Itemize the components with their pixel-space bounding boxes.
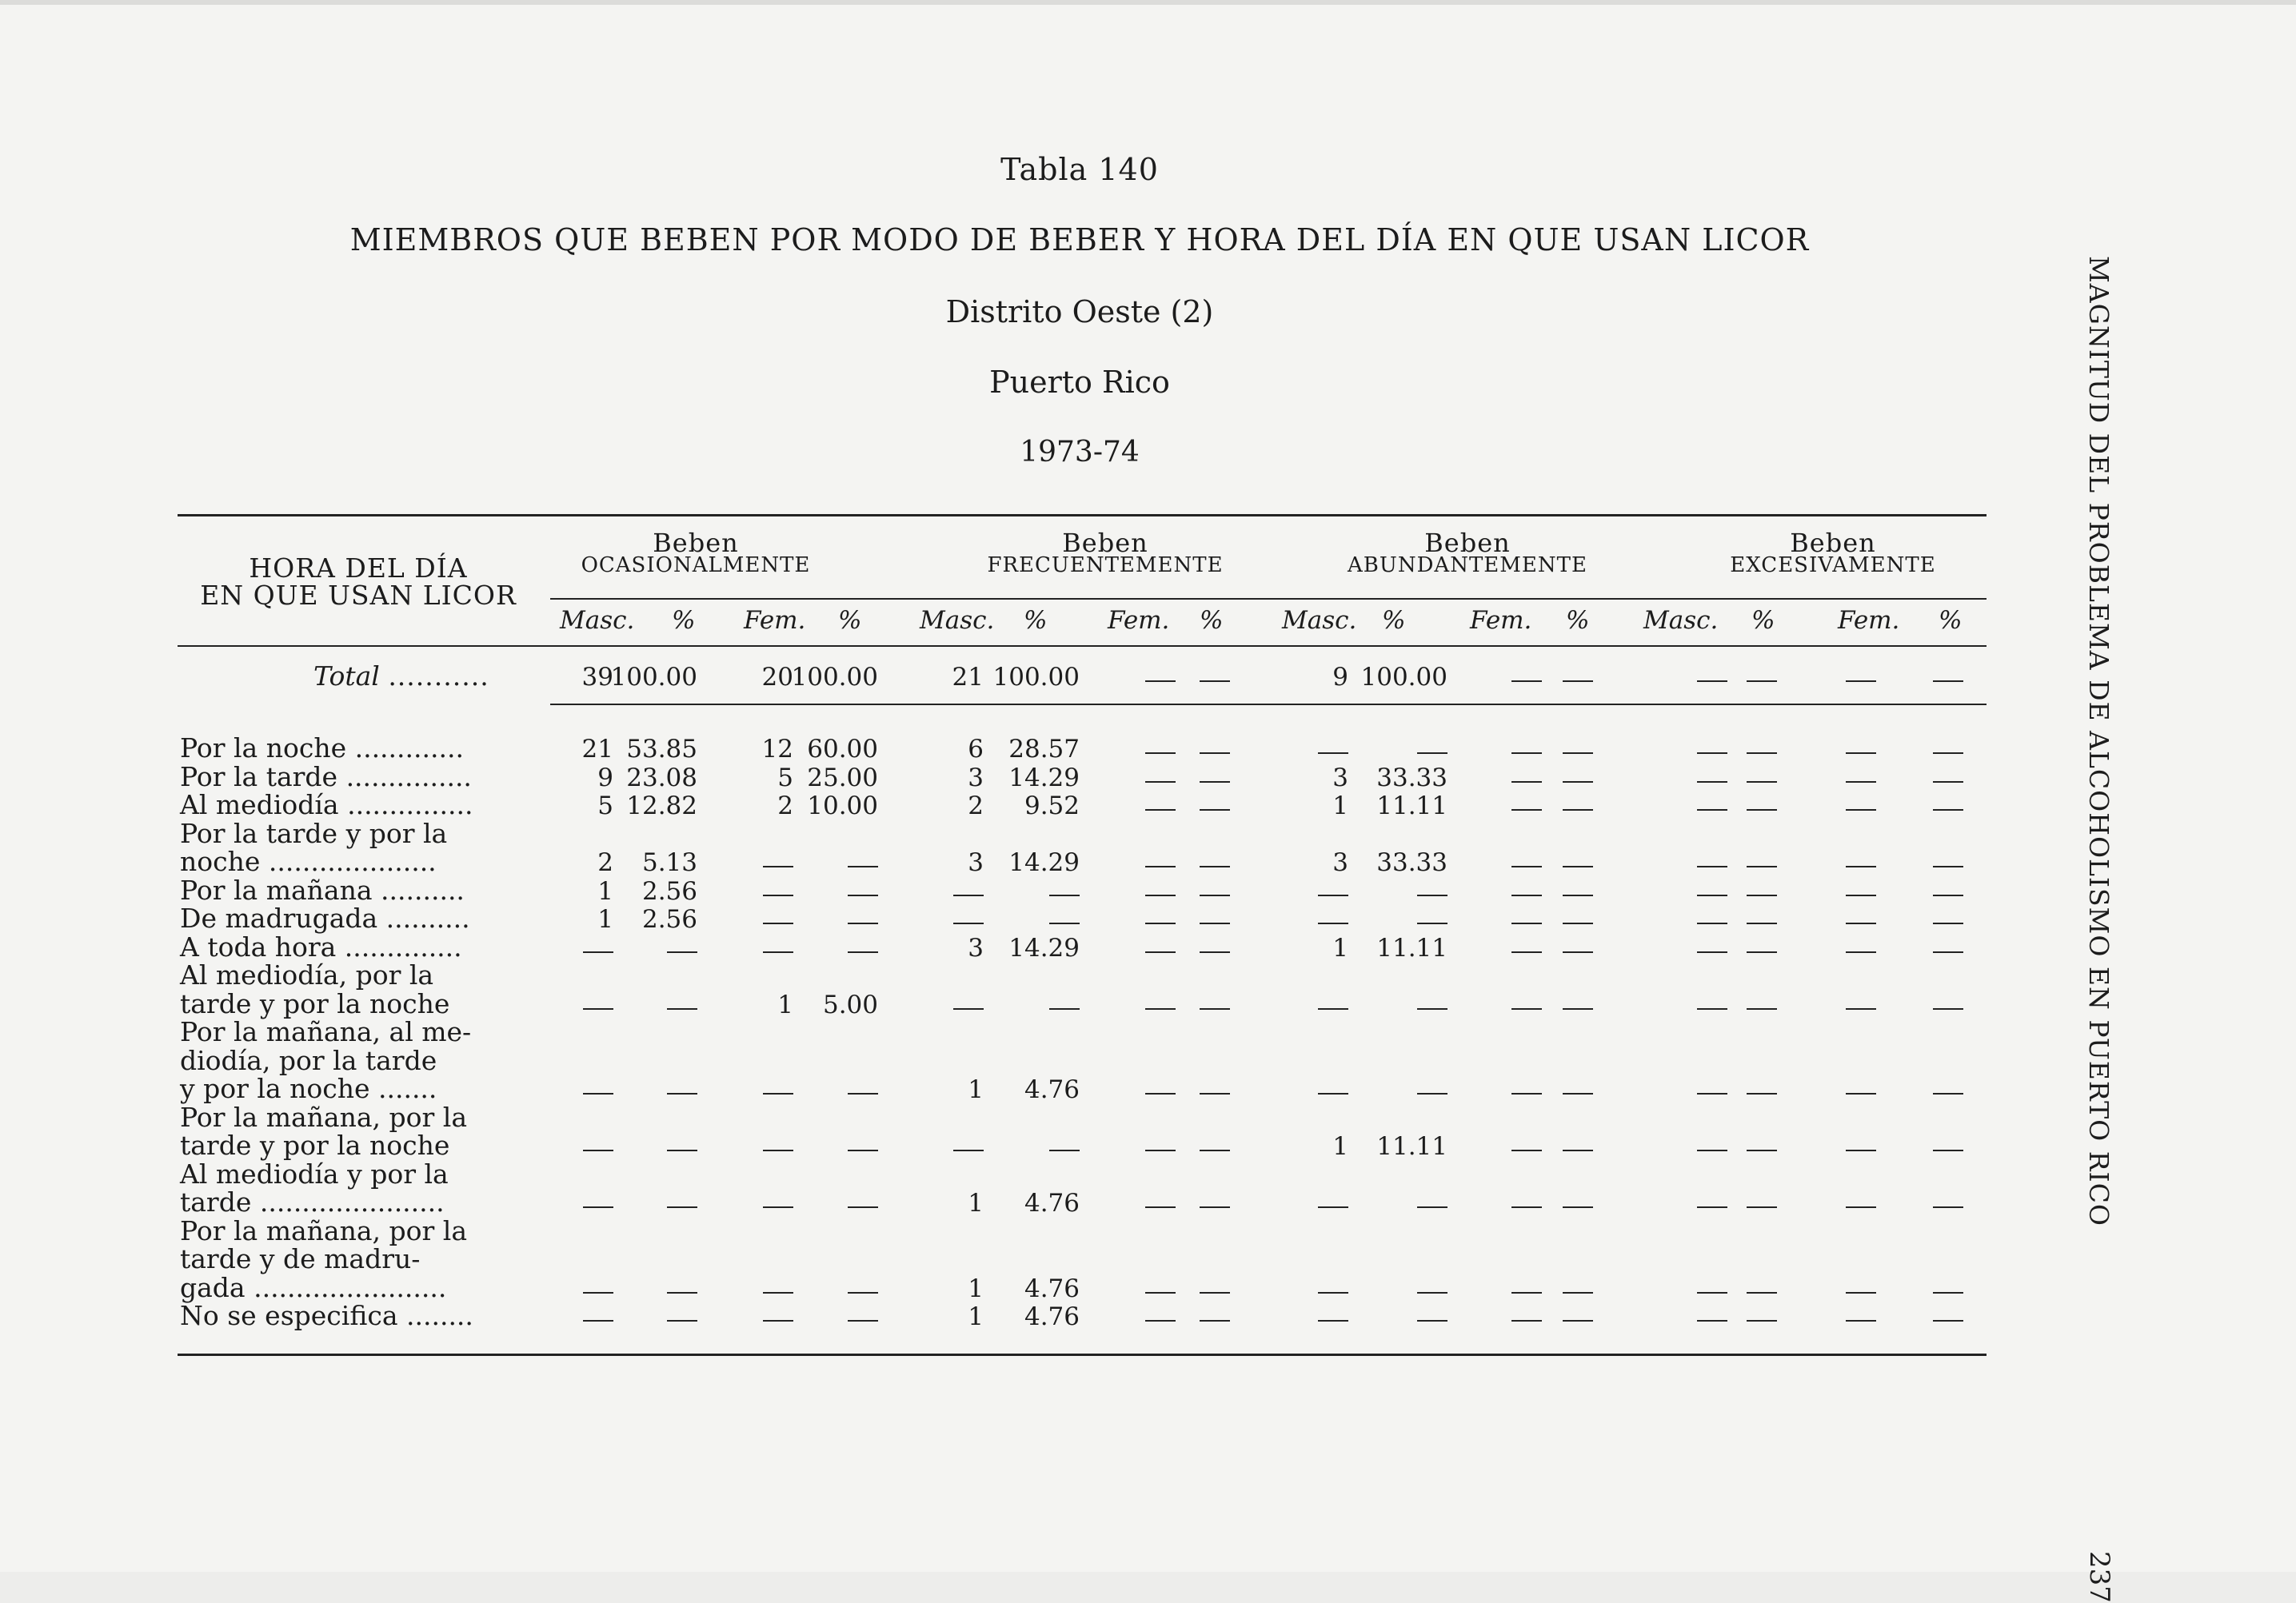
page-number: 237	[2083, 1551, 2115, 1603]
row-3-value-1: 5	[597, 792, 613, 820]
row-8-dash-12	[1563, 1008, 1593, 1010]
row-1-dash-7	[1145, 752, 1176, 754]
row-8-dash-5	[953, 1008, 984, 1010]
row-5-dash-12	[1563, 895, 1593, 896]
row-7-value-10: 11.11	[1376, 933, 1447, 963]
row-2-value-5: 3	[968, 763, 984, 792]
subheader-9: Masc.	[1282, 606, 1357, 635]
row-3-dash-7	[1145, 809, 1176, 811]
row-12-dash-12	[1563, 1292, 1593, 1294]
row-2-value-10: 33.33	[1376, 763, 1447, 792]
row-header	[178, 552, 539, 611]
total-row-value-10: 100.00	[1360, 663, 1447, 692]
row-10-dash-1	[583, 1150, 613, 1151]
row-11-dash-14	[1747, 1206, 1777, 1208]
row-13-dash-12	[1563, 1320, 1593, 1322]
row-11-dash-12	[1563, 1206, 1593, 1208]
row-6-dash-15	[1846, 923, 1876, 924]
row-4-value-6: 14.29	[1008, 848, 1080, 877]
row-7-dash-3	[763, 951, 793, 953]
row-3-value-5: 2	[968, 792, 984, 820]
row-5-label-line-1: Por la mañana ..........	[180, 874, 465, 906]
table-title: MIEMBROS QUE BEBEN POR MODO DE BEBER Y HORA DEL DÍA EN QUE USAN LICOR	[349, 222, 1810, 257]
row-6-dash-5	[953, 923, 984, 924]
row-2-dash-12	[1563, 781, 1593, 783]
group-header-3	[1292, 528, 1643, 577]
row-6-label-line-1: De madrugada ..........	[180, 903, 470, 934]
row-7-value-5: 3	[968, 933, 984, 963]
row-12-dash-13	[1697, 1292, 1727, 1294]
row-6-dash-14	[1747, 923, 1777, 924]
group-header-1	[520, 528, 872, 577]
row-12-dash-15	[1846, 1292, 1876, 1294]
row-8-dash-6	[1049, 1008, 1080, 1010]
row-1-value-5: 6	[968, 735, 984, 764]
row-12-dash-11	[1511, 1292, 1542, 1294]
row-2-label-line-1: Por la tarde ...............	[180, 760, 472, 792]
row-12-value-5: 1	[968, 1274, 984, 1303]
row-8-dash-7	[1145, 1008, 1176, 1010]
row-5-dash-11	[1511, 895, 1542, 896]
group-header-line2: ABUNDANTEMENTE	[1348, 553, 1587, 577]
row-10-dash-8	[1200, 1150, 1230, 1151]
rule-header-bottom	[178, 645, 1987, 647]
row-7-value-6: 14.29	[1008, 933, 1080, 963]
table-year: 1973-74	[1020, 436, 1140, 469]
row-1-dash-12	[1563, 752, 1593, 754]
row-6-value-1: 1	[597, 905, 613, 934]
total-row-value-3: 20	[761, 663, 793, 692]
row-9-dash-9	[1318, 1093, 1348, 1095]
row-2-dash-11	[1511, 781, 1542, 783]
subheader-1: Masc.	[560, 606, 635, 635]
row-7-dash-12	[1563, 951, 1593, 953]
row-7-dash-1	[583, 951, 613, 953]
subheader-14: %	[1751, 606, 1775, 635]
row-6-dash-7	[1145, 923, 1176, 924]
subheader-5: Masc.	[920, 606, 995, 635]
total-row-dash-8	[1200, 680, 1230, 682]
row-13-value-5: 1	[968, 1302, 984, 1331]
row-1-dash-14	[1747, 752, 1777, 754]
row-9-value-6: 4.76	[1024, 1075, 1080, 1104]
row-4-value-9: 3	[1332, 848, 1348, 877]
row-4-dash-12	[1563, 866, 1593, 867]
row-10-dash-5	[953, 1150, 984, 1151]
row-7-dash-7	[1145, 951, 1176, 953]
row-10-dash-16	[1933, 1150, 1963, 1151]
running-head-text: MAGNITUD DEL PROBLEMA DE ALCOHOLISMO EN PUERTO RICO	[2083, 256, 2114, 1226]
row-5-dash-14	[1747, 895, 1777, 896]
row-5-dash-5	[953, 895, 984, 896]
row-13-dash-8	[1200, 1320, 1230, 1322]
row-6-dash-12	[1563, 923, 1593, 924]
row-2-value-6: 14.29	[1008, 763, 1080, 792]
row-9-dash-16	[1933, 1093, 1963, 1095]
row-4-dash-13	[1697, 866, 1727, 867]
row-13-dash-9	[1318, 1320, 1348, 1322]
row-12-label-line-1: Por la mañana, por la	[180, 1214, 468, 1246]
row-4-value-10: 33.33	[1376, 848, 1447, 877]
total-label	[313, 660, 489, 692]
row-4-dash-14	[1747, 866, 1777, 867]
row-11-dash-1	[583, 1206, 613, 1208]
row-11-dash-3	[763, 1206, 793, 1208]
group-header-2	[929, 528, 1281, 577]
row-5-dash-13	[1697, 895, 1727, 896]
row-10-label-line-2: tarde y por la noche	[180, 1130, 450, 1161]
row-7-value-9: 1	[1332, 933, 1348, 963]
total-row-value-9: 9	[1332, 663, 1348, 692]
subheader-3: Fem.	[744, 606, 806, 635]
row-11-dash-15	[1846, 1206, 1876, 1208]
row-12-dash-1	[583, 1292, 613, 1294]
row-4-dash-3	[763, 866, 793, 867]
row-13-dash-2	[667, 1320, 697, 1322]
row-3-value-4: 10.00	[807, 792, 878, 820]
row-13-dash-11	[1511, 1320, 1542, 1322]
row-2-dash-8	[1200, 781, 1230, 783]
row-13-dash-15	[1846, 1320, 1876, 1322]
row-9-value-5: 1	[968, 1075, 984, 1104]
row-6-dash-4	[848, 923, 878, 924]
row-11-dash-13	[1697, 1206, 1727, 1208]
subheader-8: %	[1200, 606, 1224, 635]
group-header-line1: Beben	[653, 528, 739, 558]
total-row-value-5: 21	[952, 663, 984, 692]
row-13-dash-13	[1697, 1320, 1727, 1322]
row-11-dash-2	[667, 1206, 697, 1208]
row-6-dash-11	[1511, 923, 1542, 924]
row-4-dash-16	[1933, 866, 1963, 867]
row-3-dash-15	[1846, 809, 1876, 811]
row-1-value-4: 60.00	[807, 735, 878, 764]
row-13-dash-10	[1417, 1320, 1447, 1322]
row-13-dash-14	[1747, 1320, 1777, 1322]
row-1-value-2: 53.85	[626, 735, 697, 764]
table-region: Puerto Rico	[989, 365, 1170, 400]
row-3-value-2: 12.82	[626, 792, 697, 820]
row-7-dash-2	[667, 951, 697, 953]
group-header-line2: FRECUENTEMENTE	[987, 553, 1224, 577]
group-header-line1: Beben	[1062, 528, 1148, 558]
row-7-label-line-1: A toda hora ..............	[180, 931, 462, 963]
row-2-value-9: 3	[1332, 763, 1348, 792]
row-10-value-10: 11.11	[1376, 1132, 1447, 1161]
total-row-dash-14	[1747, 680, 1777, 682]
row-11-label-line-2: tarde ......................	[180, 1186, 445, 1218]
row-2-dash-15	[1846, 781, 1876, 783]
total-row-dash-15	[1846, 680, 1876, 682]
row-8-value-4: 5.00	[822, 990, 878, 1019]
row-4-label-line-1: Por la tarde y por la	[180, 817, 448, 849]
row-4-dash-15	[1846, 866, 1876, 867]
row-12-dash-8	[1200, 1292, 1230, 1294]
table-district: Distrito Oeste (2)	[945, 294, 1214, 329]
row-1-value-6: 28.57	[1008, 735, 1080, 764]
row-6-dash-13	[1697, 923, 1727, 924]
row-9-dash-2	[667, 1093, 697, 1095]
subheader-15: Fem.	[1838, 606, 1900, 635]
row-2-dash-16	[1933, 781, 1963, 783]
row-9-dash-13	[1697, 1093, 1727, 1095]
row-10-dash-13	[1697, 1150, 1727, 1151]
row-3-value-6: 9.52	[1024, 792, 1080, 820]
row-11-dash-10	[1417, 1206, 1447, 1208]
row-3-label-line-1: Al mediodía ...............	[180, 789, 473, 820]
row-1-dash-8	[1200, 752, 1230, 754]
row-1-dash-11	[1511, 752, 1542, 754]
row-5-dash-4	[848, 895, 878, 896]
row-5-dash-6	[1049, 895, 1080, 896]
total-row-value-1: 39	[581, 663, 613, 692]
row-5-dash-8	[1200, 895, 1230, 896]
subheader-4: %	[838, 606, 862, 635]
row-13-dash-3	[763, 1320, 793, 1322]
row-1-dash-15	[1846, 752, 1876, 754]
row-5-dash-3	[763, 895, 793, 896]
row-8-dash-11	[1511, 1008, 1542, 1010]
row-header-line1: HORA DEL DÍA	[249, 552, 468, 584]
running-head	[2083, 256, 2147, 1603]
row-8-dash-9	[1318, 1008, 1348, 1010]
row-2-dash-7	[1145, 781, 1176, 783]
row-3-value-9: 1	[1332, 792, 1348, 820]
row-5-value-1: 1	[597, 876, 613, 906]
row-7-dash-13	[1697, 951, 1727, 953]
total-row-dash-11	[1511, 680, 1542, 682]
row-9-dash-15	[1846, 1093, 1876, 1095]
rule-top	[178, 514, 1987, 516]
row-5-dash-15	[1846, 895, 1876, 896]
row-8-label-line-2: tarde y por la noche	[180, 987, 450, 1019]
row-4-dash-11	[1511, 866, 1542, 867]
row-3-dash-11	[1511, 809, 1542, 811]
row-9-dash-3	[763, 1093, 793, 1095]
total-row-dash-7	[1145, 680, 1176, 682]
row-5-value-2: 2.56	[641, 876, 697, 906]
row-4-value-5: 3	[968, 848, 984, 877]
row-4-dash-7	[1145, 866, 1176, 867]
row-9-label-line-2: diodía, por la tarde	[180, 1044, 437, 1076]
row-12-dash-14	[1747, 1292, 1777, 1294]
total-row-value-6: 100.00	[992, 663, 1080, 692]
row-12-dash-7	[1145, 1292, 1176, 1294]
row-header-line2: EN QUE USAN LICOR	[200, 580, 517, 611]
row-3-value-10: 11.11	[1376, 792, 1447, 820]
row-12-dash-9	[1318, 1292, 1348, 1294]
row-8-dash-8	[1200, 1008, 1230, 1010]
total-row-dash-16	[1933, 680, 1963, 682]
row-3-dash-16	[1933, 809, 1963, 811]
total-label-dots: ...........	[388, 660, 489, 692]
row-7-dash-16	[1933, 951, 1963, 953]
row-9-dash-12	[1563, 1093, 1593, 1095]
table-number: 140	[1098, 152, 1159, 187]
row-9-label-line-1: Por la mañana, al me-	[180, 1016, 472, 1047]
row-5-dash-10	[1417, 895, 1447, 896]
subheader-11: Fem.	[1470, 606, 1532, 635]
row-12-dash-10	[1417, 1292, 1447, 1294]
row-11-value-5: 1	[968, 1189, 984, 1218]
total-row-value-2: 100.00	[610, 663, 697, 692]
row-3-dash-12	[1563, 809, 1593, 811]
row-10-value-9: 1	[1332, 1132, 1348, 1161]
row-10-dash-2	[667, 1150, 697, 1151]
row-12-dash-16	[1933, 1292, 1963, 1294]
row-9-dash-7	[1145, 1093, 1176, 1095]
row-3-dash-14	[1747, 809, 1777, 811]
row-2-dash-13	[1697, 781, 1727, 783]
row-11-dash-8	[1200, 1206, 1230, 1208]
row-10-dash-15	[1846, 1150, 1876, 1151]
row-8-dash-16	[1933, 1008, 1963, 1010]
row-9-label-line-3: y por la noche .......	[180, 1073, 437, 1104]
row-8-value-3: 1	[777, 990, 793, 1019]
row-11-dash-7	[1145, 1206, 1176, 1208]
row-2-value-4: 25.00	[807, 763, 878, 792]
row-1-dash-13	[1697, 752, 1727, 754]
group-header-line1: Beben	[1424, 528, 1511, 558]
row-5-dash-9	[1318, 895, 1348, 896]
row-9-dash-8	[1200, 1093, 1230, 1095]
row-10-dash-6	[1049, 1150, 1080, 1151]
row-9-dash-11	[1511, 1093, 1542, 1095]
group-header-4	[1657, 528, 2009, 577]
row-5-dash-7	[1145, 895, 1176, 896]
rule-subheader	[550, 598, 1987, 600]
row-3-dash-8	[1200, 809, 1230, 811]
row-3-value-3: 2	[777, 792, 793, 820]
row-1-value-3: 12	[761, 735, 793, 764]
total-row-dash-13	[1697, 680, 1727, 682]
row-6-dash-8	[1200, 923, 1230, 924]
total-row-value-4: 100.00	[791, 663, 878, 692]
row-1-label-line-1: Por la noche .............	[180, 732, 464, 764]
row-4-label-line-2: noche ....................	[180, 846, 437, 877]
row-4-value-2: 5.13	[641, 848, 697, 877]
row-3-dash-13	[1697, 809, 1727, 811]
row-8-dash-15	[1846, 1008, 1876, 1010]
row-2-dash-14	[1747, 781, 1777, 783]
row-5-dash-16	[1933, 895, 1963, 896]
row-12-dash-3	[763, 1292, 793, 1294]
subheader-12: %	[1566, 606, 1590, 635]
subheader-10: %	[1382, 606, 1406, 635]
row-10-dash-3	[763, 1150, 793, 1151]
row-4-value-1: 2	[597, 848, 613, 877]
row-9-dash-10	[1417, 1093, 1447, 1095]
row-7-dash-14	[1747, 951, 1777, 953]
subheader-7: Fem.	[1108, 606, 1170, 635]
row-1-value-1: 21	[581, 735, 613, 764]
row-8-dash-13	[1697, 1008, 1727, 1010]
row-12-dash-2	[667, 1292, 697, 1294]
row-10-label-line-1: Por la mañana, por la	[180, 1101, 468, 1133]
row-10-dash-7	[1145, 1150, 1176, 1151]
row-2-value-1: 9	[597, 763, 613, 792]
row-9-dash-1	[583, 1093, 613, 1095]
row-6-dash-10	[1417, 923, 1447, 924]
total-label-text: Total	[313, 660, 380, 692]
row-13-label-line-1: No se especifica ........	[180, 1300, 473, 1331]
row-1-dash-9	[1318, 752, 1348, 754]
table-label-word: Tabla	[1000, 152, 1088, 187]
subheader-16: %	[1939, 606, 1963, 635]
subheader-13: Masc.	[1643, 606, 1719, 635]
subheader-2: %	[672, 606, 696, 635]
row-12-label-line-2: tarde y de madru-	[180, 1243, 421, 1274]
page-top-edge	[0, 0, 2296, 5]
row-8-dash-14	[1747, 1008, 1777, 1010]
row-11-dash-9	[1318, 1206, 1348, 1208]
row-7-dash-15	[1846, 951, 1876, 953]
row-1-dash-16	[1933, 752, 1963, 754]
row-11-dash-16	[1933, 1206, 1963, 1208]
table-label	[176, 152, 1983, 187]
row-11-value-6: 4.76	[1024, 1189, 1080, 1218]
row-12-label-line-3: gada .......................	[180, 1271, 447, 1303]
subheader-6: %	[1024, 606, 1048, 635]
row-10-dash-12	[1563, 1150, 1593, 1151]
row-10-dash-11	[1511, 1150, 1542, 1151]
row-12-value-6: 4.76	[1024, 1274, 1080, 1303]
row-8-label-line-1: Al mediodía, por la	[180, 959, 434, 991]
row-13-dash-16	[1933, 1320, 1963, 1322]
group-header-line2: OCASIONALMENTE	[581, 553, 811, 577]
row-13-dash-7	[1145, 1320, 1176, 1322]
row-10-dash-4	[848, 1150, 878, 1151]
row-13-dash-1	[583, 1320, 613, 1322]
row-1-dash-10	[1417, 752, 1447, 754]
total-row-dash-12	[1563, 680, 1593, 682]
row-2-value-3: 5	[777, 763, 793, 792]
row-6-value-2: 2.56	[641, 905, 697, 934]
row-6-dash-6	[1049, 923, 1080, 924]
row-8-dash-1	[583, 1008, 613, 1010]
group-header-line1: Beben	[1790, 528, 1876, 558]
row-7-dash-11	[1511, 951, 1542, 953]
rule-total-bottom	[550, 704, 1987, 705]
group-header-line2: EXCESIVAMENTE	[1730, 553, 1936, 577]
row-8-dash-10	[1417, 1008, 1447, 1010]
row-4-dash-8	[1200, 866, 1230, 867]
row-2-value-2: 23.08	[626, 763, 697, 792]
row-6-dash-16	[1933, 923, 1963, 924]
row-11-label-line-1: Al mediodía y por la	[180, 1158, 449, 1190]
row-6-dash-3	[763, 923, 793, 924]
rule-bottom	[178, 1354, 1987, 1356]
row-11-dash-11	[1511, 1206, 1542, 1208]
row-6-dash-9	[1318, 923, 1348, 924]
row-7-dash-8	[1200, 951, 1230, 953]
row-13-value-6: 4.76	[1024, 1302, 1080, 1331]
row-10-dash-14	[1747, 1150, 1777, 1151]
row-9-dash-14	[1747, 1093, 1777, 1095]
